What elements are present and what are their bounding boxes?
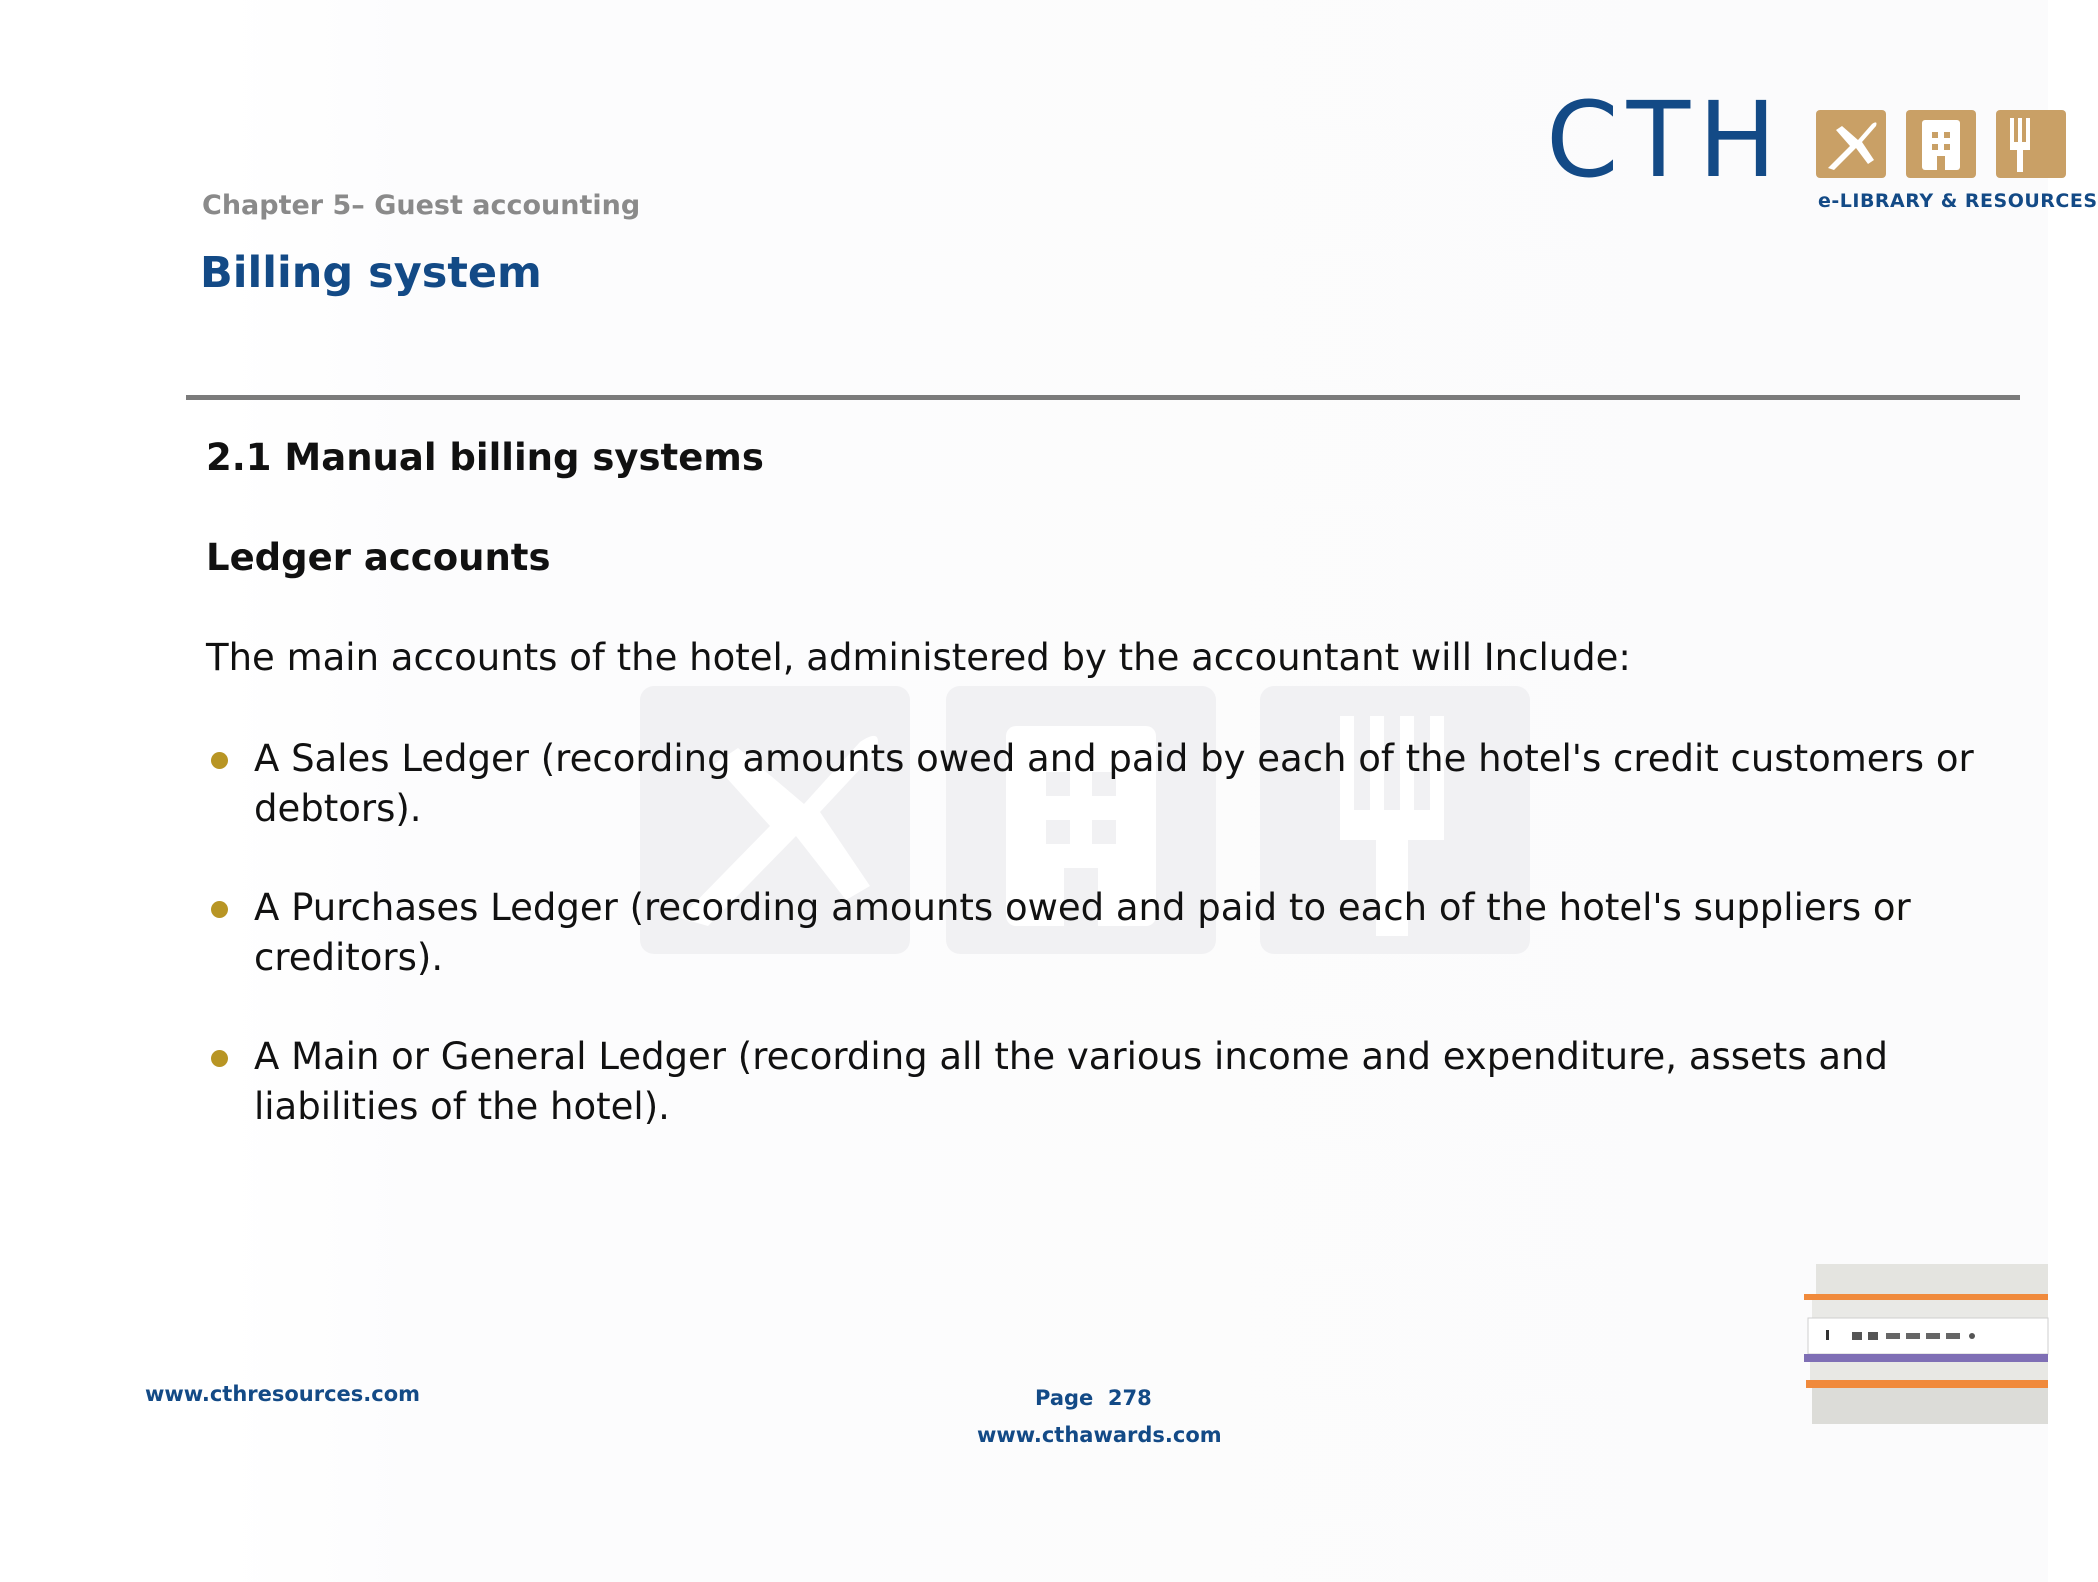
intro-paragraph: The main accounts of the hotel, administered by the accountant will Include: xyxy=(206,636,1631,679)
page-title: Billing system xyxy=(200,248,542,298)
hotel-icon xyxy=(1906,110,1976,178)
list-item-text: A Sales Ledger (recording amounts owed and paid by each of the hotel's credit customers or debtors). xyxy=(254,737,1974,830)
list-item xyxy=(206,883,1996,983)
list-item-text: A Purchases Ledger (recording amounts owed and paid to each of the hotel's suppliers or creditors). xyxy=(254,886,1911,979)
logo-brand-text: CTH xyxy=(1546,79,1785,201)
footer-awards-link[interactable]: www.cthawards.com xyxy=(977,1423,1222,1447)
bullet-dot-icon xyxy=(211,752,228,769)
cutlery-icon xyxy=(1996,110,2066,178)
list-item xyxy=(206,734,1996,834)
logo-tagline: e-LIBRARY & RESOURCES xyxy=(1818,190,2098,212)
bullet-dot-icon xyxy=(211,901,228,918)
page-number: Page 278 xyxy=(1035,1386,1152,1410)
ledger-list xyxy=(206,734,1996,1132)
section-heading: 2.1 Manual billing systems xyxy=(206,436,764,479)
plane-icon xyxy=(1816,110,1886,178)
chapter-label: Chapter 5– Guest accounting xyxy=(202,190,641,221)
list-item-text: A Main or General Ledger (recording all the various income and expenditure, assets and liabilities of the hotel). xyxy=(254,1035,1888,1128)
books-illustration xyxy=(1802,1262,2048,1432)
header-divider xyxy=(186,395,2020,400)
cth-logo xyxy=(1546,79,2098,222)
bullet-dot-icon xyxy=(211,1050,228,1067)
list-item xyxy=(206,1032,1996,1132)
sub-heading: Ledger accounts xyxy=(206,536,551,579)
footer-resources-link[interactable]: www.cthresources.com xyxy=(145,1382,421,1406)
